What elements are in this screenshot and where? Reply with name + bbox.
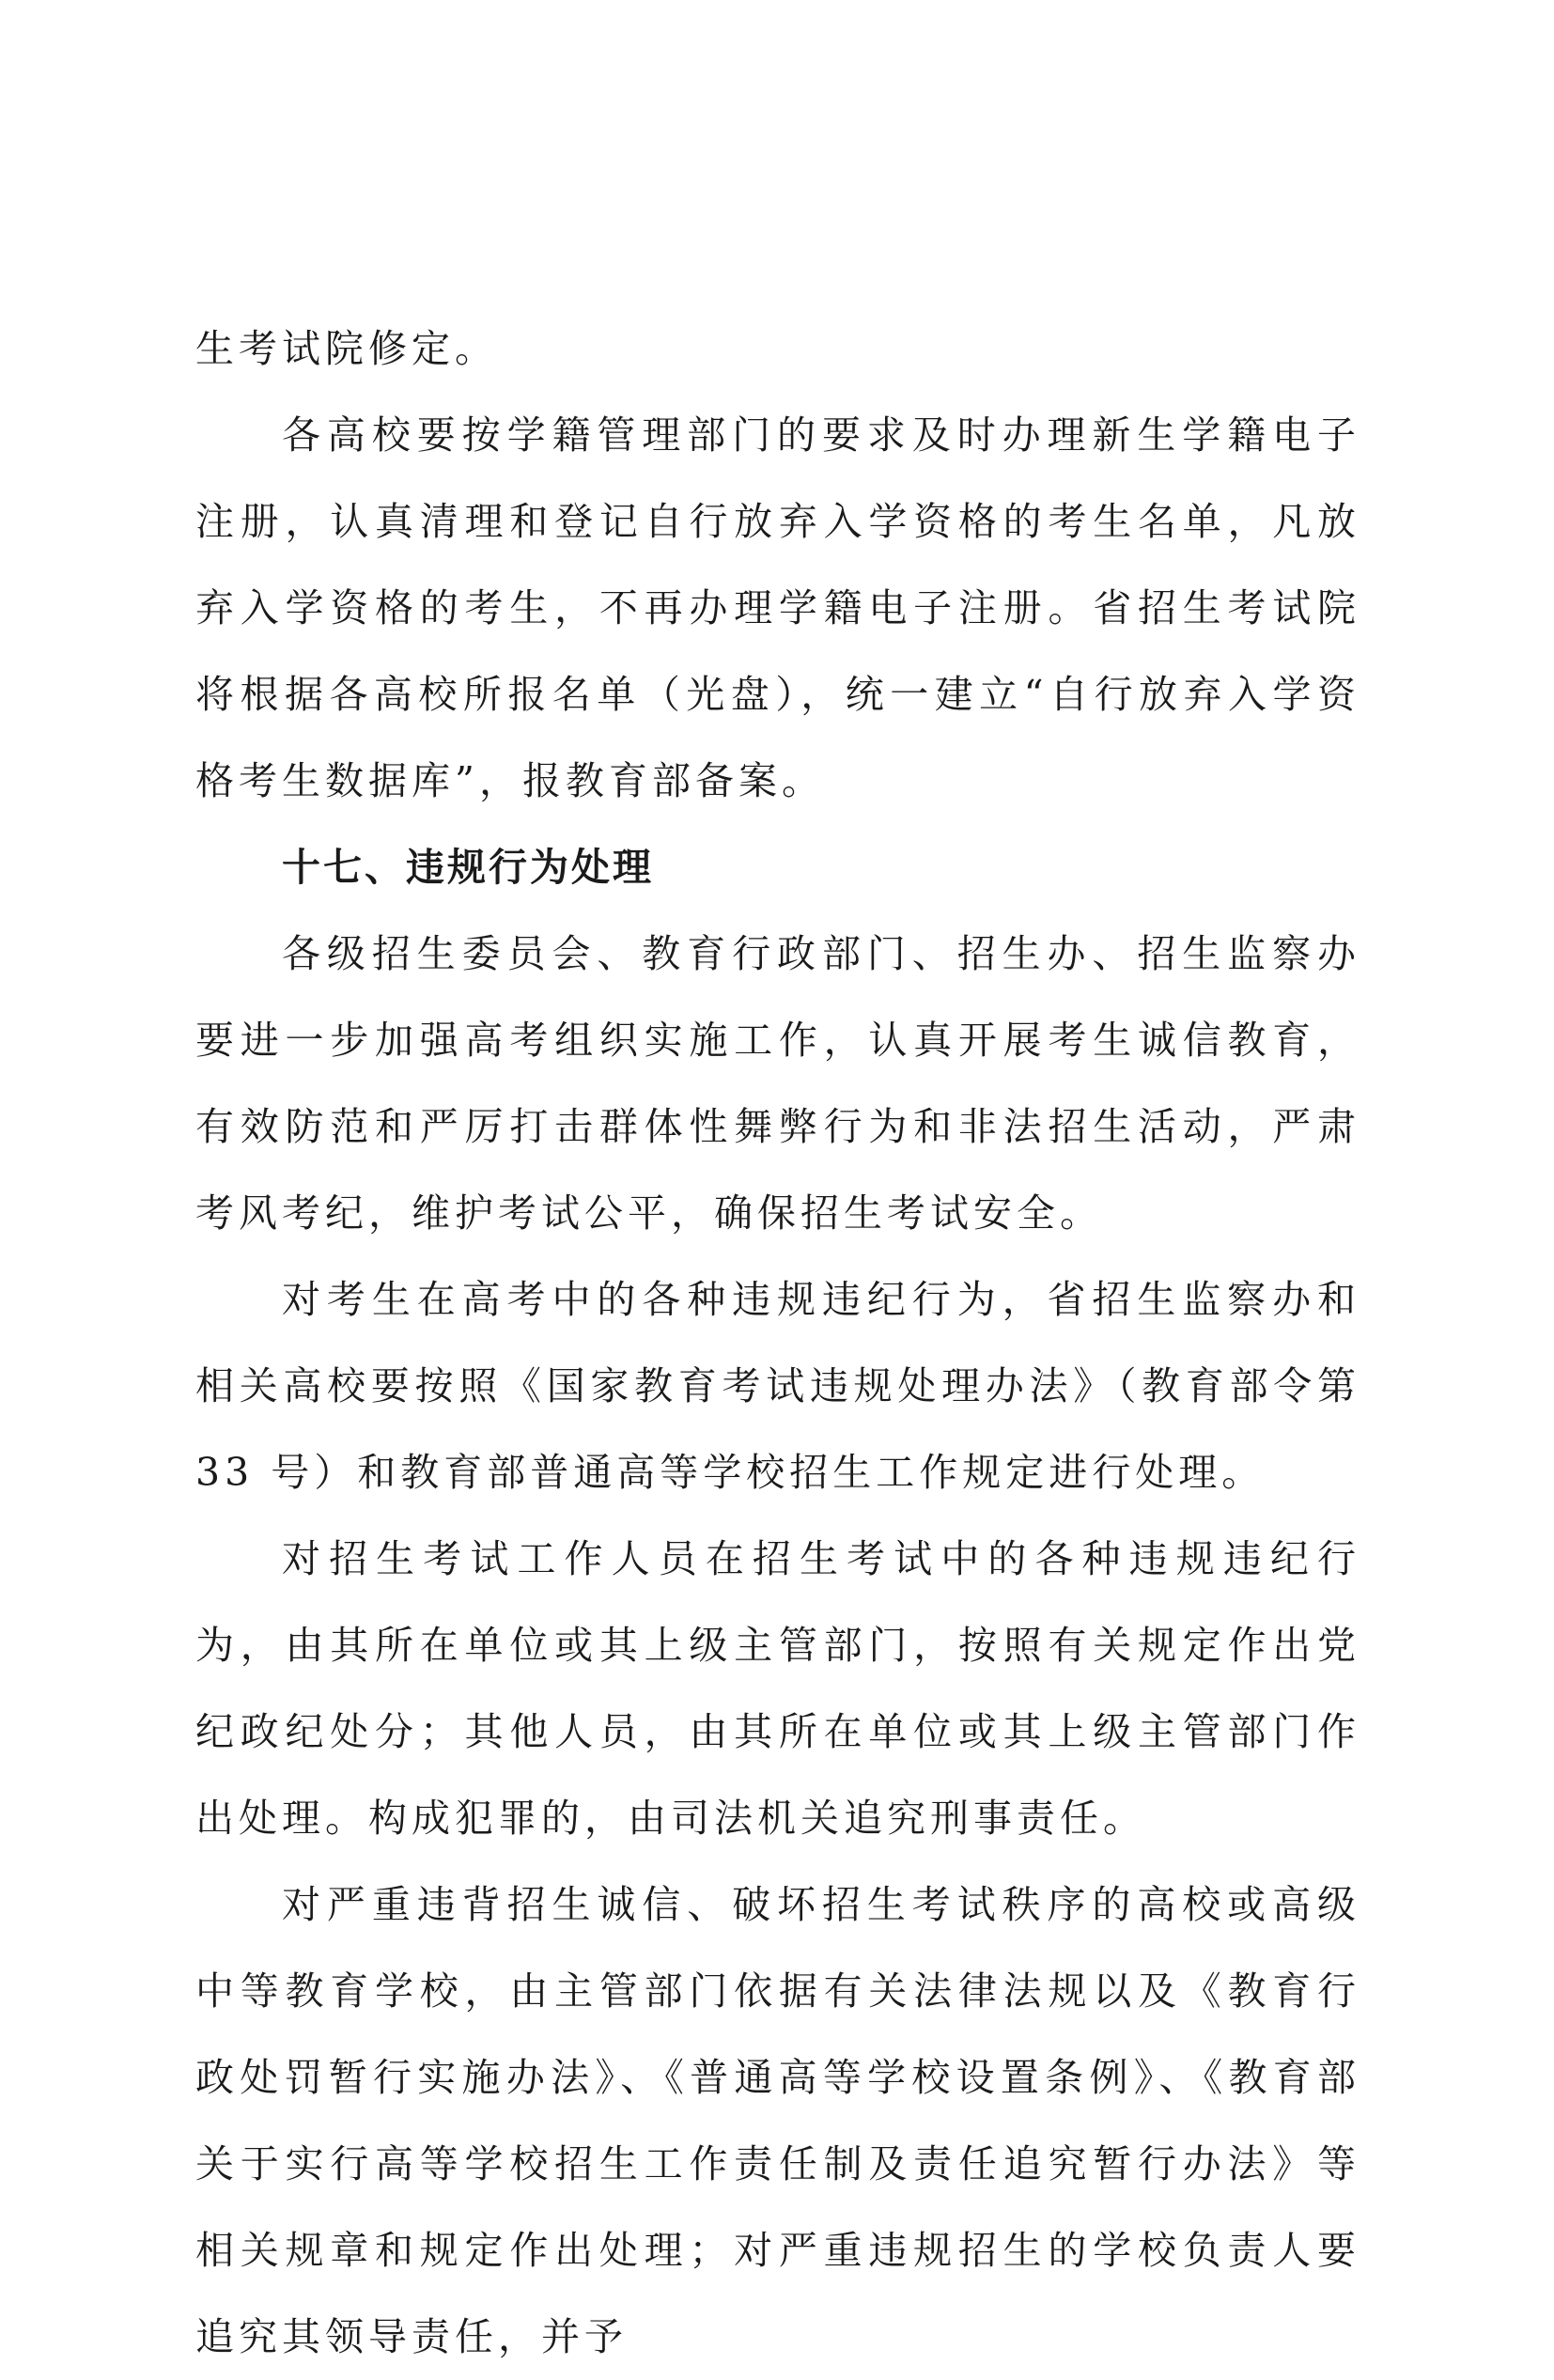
paragraph-examinee-violations: 对考生在高考中的各种违规违纪行为，省招生监察办和相关高校要按照《国家教育考试违规处理办法》（教育部令第 33 号）和教育部普通高等学校招生工作规定进行处理。 — [195, 1277, 1360, 1495]
document-body — [195, 305, 1360, 2380]
paragraph-registration: 各高校要按学籍管理部门的要求及时办理新生学籍电子注册，认真清理和登记自行放弃入学资格的考生名单，凡放弃入学资格的考生，不再办理学籍电子注册。省招生考试院将根据各高校所报名单（光盘），统一建立“自行放弃入学资格考生数据库”，报教育部备案。 — [195, 412, 1360, 803]
paragraph-organization: 各级招生委员会、教育行政部门、招生办、招生监察办要进一步加强高考组织实施工作，认真开展考生诚信教育，有效防范和严厉打击群体性舞弊行为和非法招生活动，严肃考风考纪，维护考试公平，确保招生考试安全。 — [195, 931, 1360, 1236]
paragraph-staff-violations: 对招生考试工作人员在招生考试中的各种违规违纪行为，由其所在单位或其上级主管部门，按照有关规定作出党纪政纪处分；其他人员，由其所在单位或其上级主管部门作出处理。构成犯罪的，由司法机关追究刑事责任。 — [195, 1536, 1360, 1841]
paragraph-school-violations: 对严重违背招生诚信、破坏招生考试秩序的高校或高级中等教育学校，由主管部门依据有关法律法规以及《教育行政处罚暂行实施办法》、《普通高等学校设置条例》、《教育部关于实行高等学校招生工作责任制及责任追究暂行办法》等相关规章和规定作出处理；对严重违规招生的学校负责人要追究其领导责任，并予 — [195, 1882, 1360, 2359]
section-heading: 十七、违规行为处理 — [282, 845, 654, 890]
paragraph-continuation: 生考试院修定。 — [195, 326, 498, 371]
